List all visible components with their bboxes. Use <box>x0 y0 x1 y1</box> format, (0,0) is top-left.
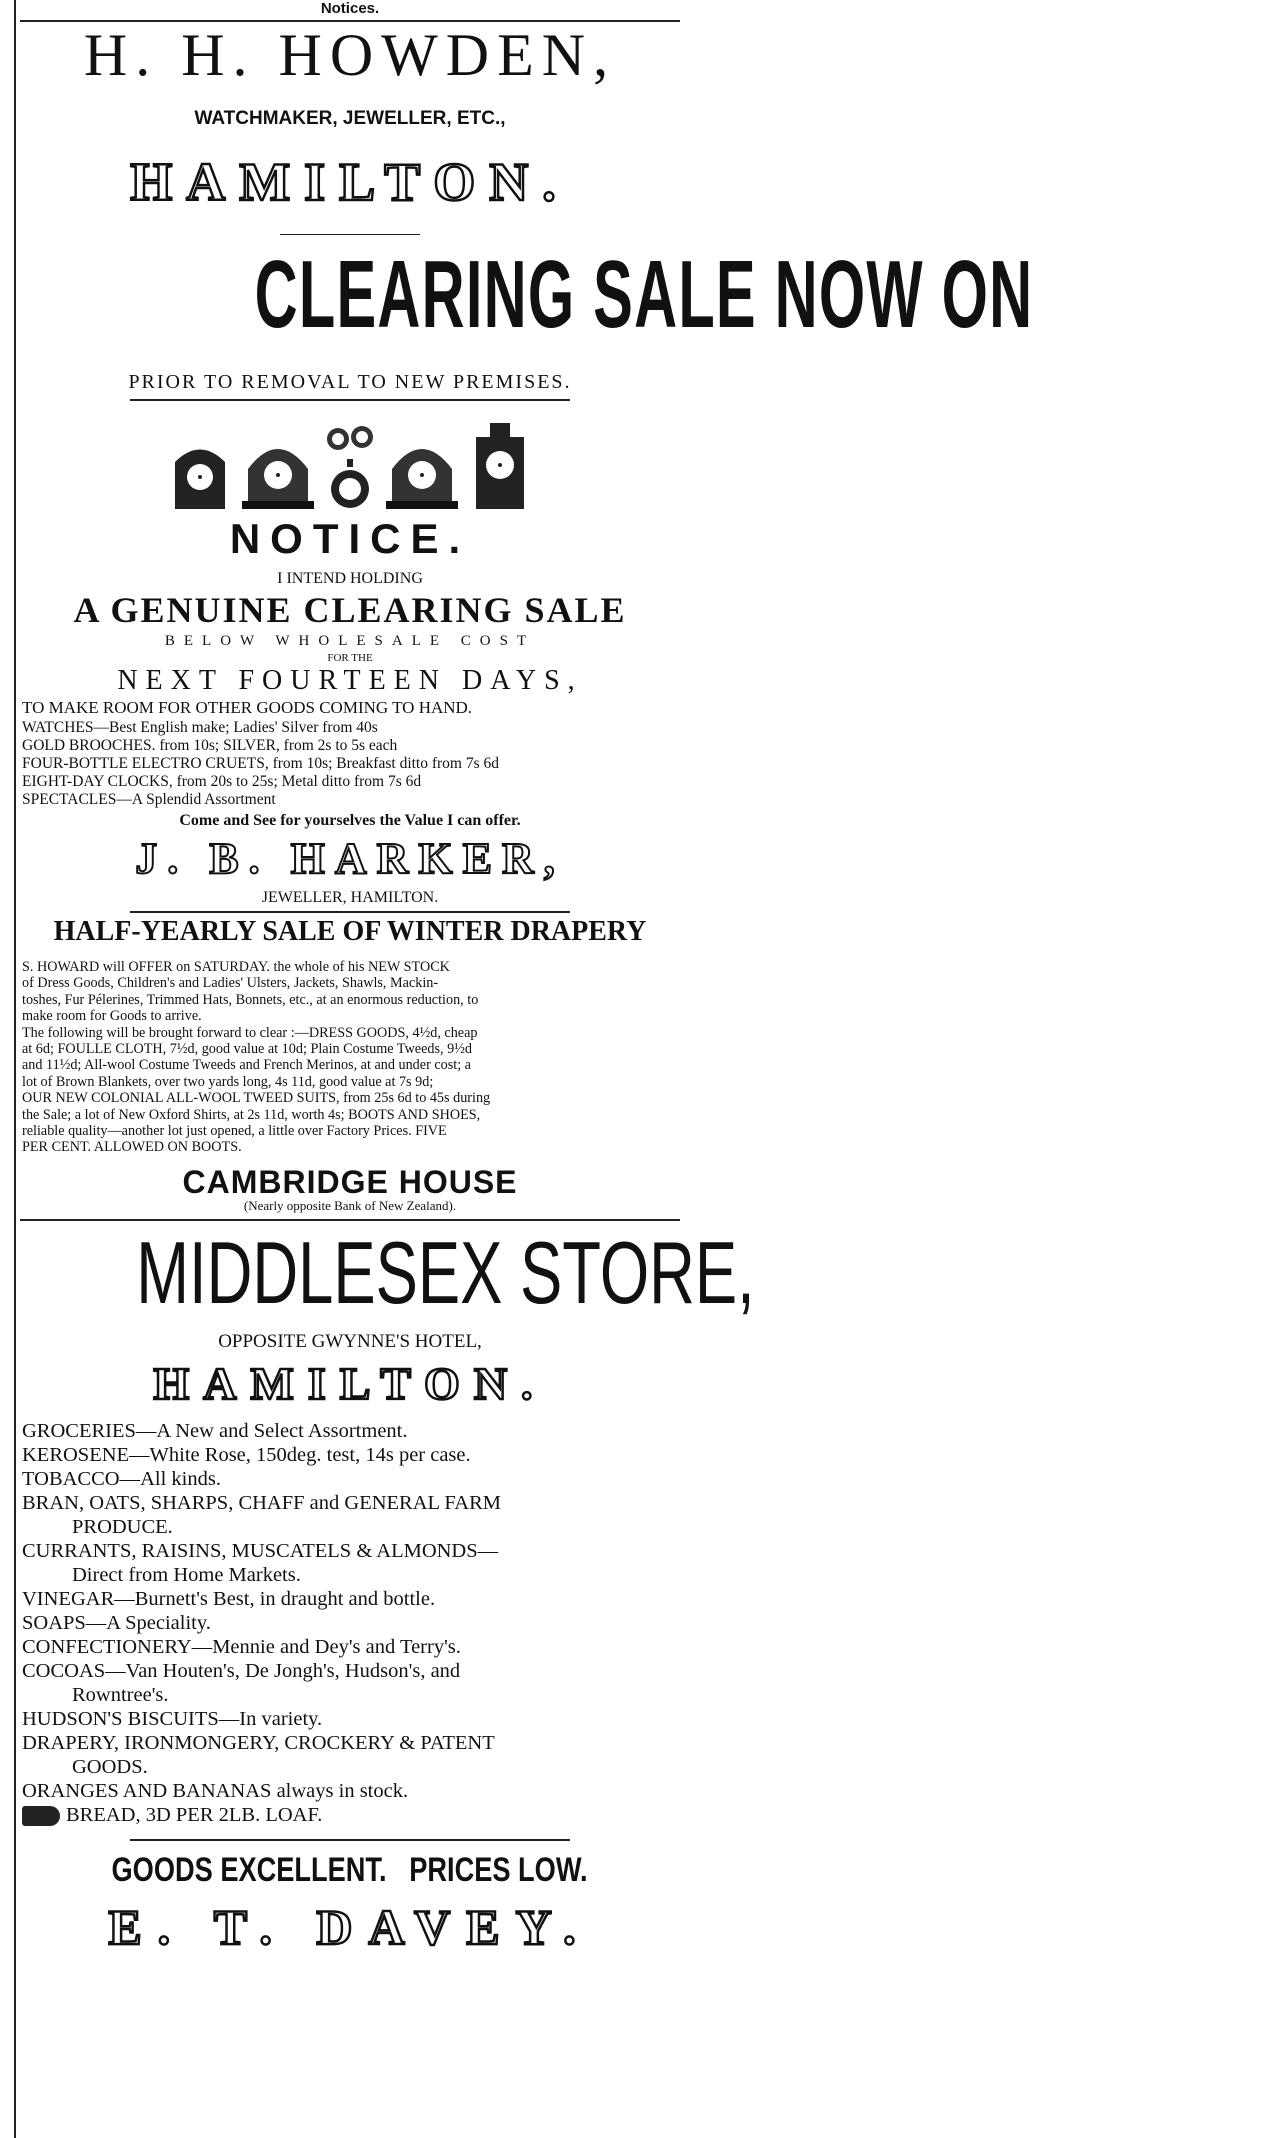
text-line: DRAPERY, IRONMONGERY, CROCKERY & PATENT <box>22 1732 495 1754</box>
harker-days: NEXT FOURTEEN DAYS, <box>117 665 583 696</box>
davey-name: E. T. DAVEY. <box>108 1899 592 1955</box>
text-line: ORANGES AND BANANAS always in stock. <box>22 1780 409 1802</box>
howden-advert <box>16 22 1034 401</box>
text-line: EIGHT-DAY CLOCKS, from 20s to 25s; Metal ditto from 7s 6d <box>22 773 422 790</box>
harker-intend: I INTEND HOLDING <box>277 570 423 587</box>
davey-bread: BREAD, 3D PER 2LB. LOAF. <box>66 1804 323 1826</box>
text-line: at 6d; FOULLE CLOTH, 7½d, good value at 10d; Plain Costume Tweeds, 9½d <box>22 1041 472 1058</box>
text-line: S. HOWARD will OFFER on SATURDAY. the whole of his NEW STOCK <box>22 959 450 975</box>
text-line: PRODUCE. <box>72 1516 173 1538</box>
text-line: FOUR-BOTTLE ELECTRO CRUETS, from 10s; Breakfast ditto from 7s 6d <box>22 755 500 772</box>
harker-trade: JEWELLER, HAMILTON. <box>261 889 439 906</box>
text-line: PER CENT. ALLOWED ON BOOTS. <box>22 1139 242 1156</box>
howden-subtitle: PRIOR TO REMOVAL TO NEW PREMISES. <box>128 371 572 393</box>
howard-house: CAMBRIDGE HOUSE <box>182 1164 518 1200</box>
text-line: GROCERIES—A New and Select Assortment. <box>22 1420 408 1442</box>
text-line: the Sale; a lot of New Oxford Shirts, at 2s 11d, worth 4s; BOOTS AND SHOES, <box>22 1106 481 1123</box>
davey-advert <box>16 1221 755 1959</box>
text-line: Rowntree's. <box>72 1684 169 1706</box>
text-line: make room for Goods to arrive. <box>22 1008 202 1025</box>
pocket-watch-icon <box>330 459 370 509</box>
text-line: HUDSON'S BISCUITS—In variety. <box>22 1708 323 1730</box>
harker-below: BELOW WHOLESALE COST <box>164 633 536 649</box>
text-line: SPECTACLES—A Splendid Assortment <box>22 791 276 808</box>
davey-opposite: OPPOSITE GWYNNE'S HOTEL, <box>218 1331 482 1352</box>
text-line: The following will be brought forward to clear :—DRESS GOODS, 4½d, cheap <box>22 1024 478 1041</box>
text-line: of Dress Goods, Children's and Ladies' Ulsters, Jackets, Shawls, Mackin- <box>22 975 439 992</box>
dome-clock-icon <box>242 429 314 509</box>
davey-item-list <box>16 1419 684 1803</box>
davey-slogan: GOODS EXCELLENT. PRICES LOW. <box>111 1851 589 1889</box>
text-line: CONFECTIONERY—Mennie and Dey's and Terry's. <box>22 1636 461 1658</box>
notices-page <box>14 0 1034 2138</box>
text-line: Direct from Home Markets. <box>72 1564 301 1586</box>
text-line: toshes, Fur Pélerines, Trimmed Hats, Bonnets, etc., at an enormous reduction, to <box>22 991 479 1008</box>
tower-clock-icon <box>470 423 530 509</box>
harker-room: TO MAKE ROOM FOR OTHER GOODS COMING TO HAND. <box>22 698 473 717</box>
text-line: GOLD BROOCHES. from 10s; SILVER, from 2s to 5s each <box>22 737 398 754</box>
text-line: VINEGAR—Burnett's Best, in draught and bottle. <box>22 1588 436 1610</box>
harker-advert <box>16 509 684 913</box>
davey-bread-line <box>16 1803 684 1829</box>
text-line: reliable quality—another lot just opened, a little over Factory Prices. FIVE <box>22 1123 447 1140</box>
text-line: SOAPS—A Speciality. <box>22 1612 211 1634</box>
text-line: KEROSENE—White Rose, 150deg. test, 14s per case. <box>22 1444 471 1466</box>
howard-headline: HALF-YEARLY SALE OF WINTER DRAPERY <box>53 916 647 947</box>
clocks-illustration <box>16 409 684 509</box>
harker-for-the: FOR THE <box>327 652 373 664</box>
dome-clock-icon-2 <box>386 429 458 509</box>
howden-headline: CLEARING SALE NOW ON <box>254 241 1034 348</box>
mantel-clock-icon <box>170 437 230 509</box>
text-line: CURRANTS, RAISINS, MUSCATELS & ALMONDS— <box>22 1540 499 1562</box>
pocket-watches-icon <box>326 423 374 453</box>
harker-item-list <box>16 719 684 809</box>
text-line: WATCHES—Best English make; Ladies' Silver from 40s <box>22 719 378 736</box>
howard-body <box>16 951 684 1165</box>
text-line: COCOAS—Van Houten's, De Jongh's, Hudson's, and <box>22 1660 461 1682</box>
harker-genuine: A GENUINE CLEARING SALE <box>73 590 627 630</box>
howden-town: HAMILTON. <box>130 152 570 212</box>
howard-advert <box>16 913 684 1221</box>
harker-notice: NOTICE. <box>229 515 471 562</box>
text-line: OUR NEW COLONIAL ALL-WOOL TWEED SUITS, from 25s 6d to 45s during <box>22 1090 491 1107</box>
howden-name: H. H. HOWDEN, <box>83 22 617 88</box>
text-line: and 11½d; All-wool Costume Tweeds and French Merinos, at and under cost; a <box>22 1057 471 1074</box>
harker-come: Come and See for yourselves the Value I can offer. <box>179 812 521 829</box>
harker-name: J. B. HARKER, <box>135 834 565 883</box>
text-line: TOBACCO—All kinds. <box>22 1468 221 1490</box>
section-header: Notices. <box>320 0 380 17</box>
text-line: BRAN, OATS, SHARPS, CHAFF and GENERAL FARM <box>22 1492 501 1514</box>
davey-store: MIDDLESEX STORE, <box>136 1223 755 1322</box>
howard-opposite: (Nearly opposite Bank of New Zealand). <box>243 1198 457 1213</box>
text-line: lot of Brown Blankets, over two yards long, 4s 11d, good value at 7s 9d; <box>22 1073 434 1090</box>
davey-town: HAMILTON. <box>153 1358 547 1409</box>
howden-trade: WATCHMAKER, JEWELLER, ETC., <box>194 108 506 129</box>
pointing-hand-icon <box>22 1806 60 1826</box>
text-line: GOODS. <box>72 1756 148 1778</box>
